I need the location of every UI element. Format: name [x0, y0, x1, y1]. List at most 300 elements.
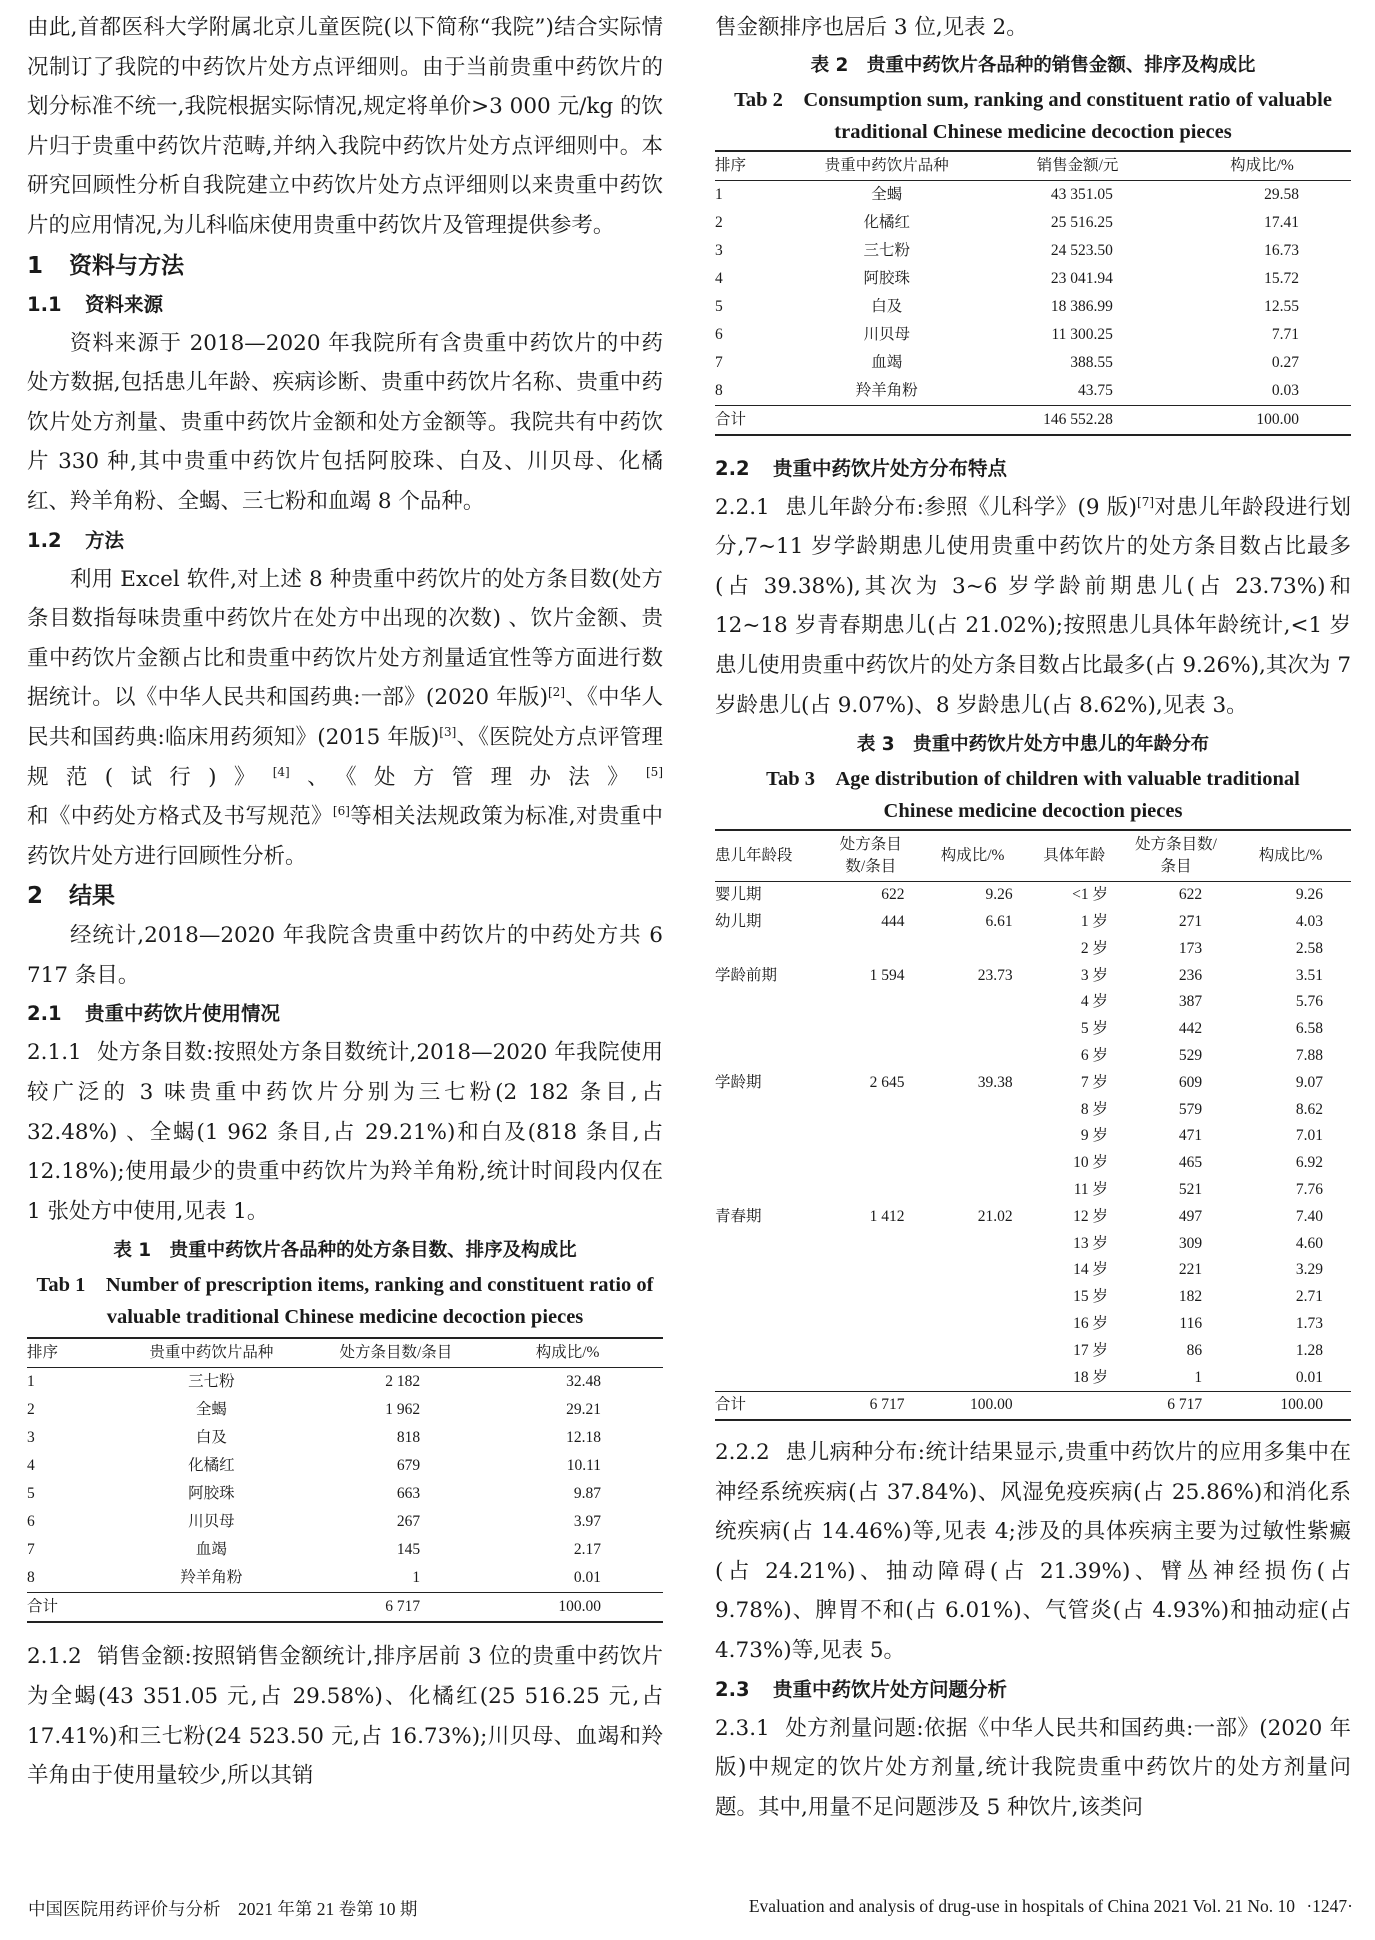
paragraph-text: 销售金额:按照销售金额统计,排序居前 3 位的贵重中药饮片为全蝎(43 351.05 元,占 29.58%)、化橘红(25 516.25 元,占 17.41%)和三七粉(24 523.50 元,占 16.73%);川贝母、血竭和羚羊角由于使用量较少,所以其销	[27, 1644, 663, 1789]
footer-journal-en: Evaluation and analysis of drug-use in hospitals of China 2021 Vol. 21 No. 10	[748, 1896, 1295, 1916]
table-cell: 2.71	[1295, 1288, 1323, 1306]
table-row	[715, 265, 1351, 293]
table-cell	[715, 1257, 823, 1284]
table-cell: 2	[27, 1401, 35, 1419]
table-cell	[823, 1123, 918, 1150]
table-cell: 679	[396, 1457, 421, 1475]
table-cell	[715, 1284, 823, 1311]
section-number: 1.1	[27, 292, 62, 316]
table-cell: 267	[396, 1513, 421, 1531]
table-cell: 7.01	[1295, 1127, 1323, 1145]
table-cell	[715, 1123, 823, 1150]
table-cell: 1 412	[869, 1207, 905, 1225]
table-cell: 471	[1178, 1127, 1203, 1145]
table-row	[715, 1016, 1351, 1043]
paragraph-2-1-2	[27, 1637, 663, 1795]
table-cell: 529	[1178, 1046, 1203, 1064]
table-cell: 8.62	[1295, 1100, 1323, 1118]
table-cell: 9.87	[573, 1485, 601, 1503]
table-cell	[919, 1365, 1027, 1392]
table-cell: 0.27	[1271, 353, 1299, 371]
table-cell: 2.17	[573, 1541, 601, 1559]
citation-ref: [6]	[332, 804, 350, 819]
table-cell: 271	[1178, 912, 1203, 930]
section-title: 贵重中药饮片处方分布特点	[773, 456, 1008, 480]
table-cell	[823, 1284, 918, 1311]
table-row	[715, 349, 1351, 377]
table-cell: 21.02	[977, 1207, 1013, 1225]
table-cell	[823, 1365, 918, 1392]
table-row	[715, 1043, 1351, 1070]
table-cell	[715, 936, 823, 963]
table-cell: 145	[396, 1541, 421, 1559]
section-title: 贵重中药饮片使用情况	[85, 1002, 281, 1026]
table-cell	[823, 1231, 918, 1258]
table-2-caption	[715, 48, 1351, 148]
subsection-number: 2.2.1	[715, 494, 770, 520]
table-header-row	[715, 830, 1351, 882]
table-cell: 川贝母	[863, 325, 910, 343]
table-cell: 25 516.25	[1050, 213, 1113, 231]
table-row	[715, 936, 1351, 963]
table-cell	[919, 1097, 1027, 1124]
table-cell	[919, 1231, 1027, 1258]
section-heading-1-2	[27, 522, 663, 560]
table-row	[715, 963, 1351, 990]
table-cell	[715, 1365, 823, 1392]
section-number: 1	[27, 252, 44, 279]
table-cell: 86	[1186, 1341, 1203, 1359]
table-cell: 16.73	[1264, 241, 1299, 259]
table-row	[27, 1564, 663, 1593]
table-cell: 血竭	[871, 353, 903, 371]
table-cell: 6	[715, 325, 723, 343]
table-cell: 23.73	[977, 966, 1013, 984]
table-cell	[715, 1311, 823, 1338]
table-row	[715, 1070, 1351, 1097]
table-cell: 川贝母	[188, 1513, 235, 1531]
table-cell: 24 523.50	[1050, 241, 1113, 259]
table-header-row	[715, 151, 1351, 181]
section-title: 贵重中药饮片处方问题分析	[773, 1677, 1008, 1701]
table-cell: 6 岁	[1080, 1046, 1108, 1064]
table-cell	[919, 1123, 1027, 1150]
table-cell: 32.48	[566, 1373, 601, 1391]
citation-ref: [4]	[272, 764, 290, 779]
table-cell: 1	[715, 185, 723, 203]
table-cell	[103, 1593, 319, 1623]
table-cell	[919, 936, 1027, 963]
table-cell: 9.26	[1295, 886, 1323, 904]
table-cell: 388.55	[1070, 353, 1113, 371]
table-cell: 3.97	[573, 1513, 601, 1531]
section-title: 结果	[69, 883, 115, 910]
table-cell: 4.60	[1295, 1234, 1323, 1252]
table-cell: 6.61	[985, 912, 1013, 930]
section-heading-2-3	[715, 1671, 1351, 1709]
table-cell	[919, 989, 1027, 1016]
table-1-caption	[27, 1233, 663, 1333]
table-cell: 4	[715, 269, 723, 287]
continued-paragraph: 售金额排序也居后 3 位,见表 2。	[715, 15, 1028, 40]
table-cell: 9.07	[1295, 1073, 1323, 1091]
table-row	[715, 1231, 1351, 1258]
table-cell: 236	[1178, 966, 1203, 984]
table-cell: 1 岁	[1080, 912, 1108, 930]
table-cell: 合计	[27, 1598, 59, 1616]
table-row	[715, 321, 1351, 349]
table-cell: 13 岁	[1073, 1234, 1108, 1252]
table-cell: 818	[396, 1429, 421, 1447]
column-header: 处方条目数/条目	[839, 836, 902, 876]
table-cell: 43.75	[1078, 381, 1113, 399]
table-cell: 合计	[715, 410, 747, 428]
text-run: 、《处方管理办法》	[289, 764, 646, 790]
table-cell: 2 645	[869, 1073, 905, 1091]
table-cell: 8	[715, 381, 723, 399]
table-cell: 全蝎	[195, 1401, 227, 1419]
table-cell: 学龄前期	[715, 966, 778, 984]
paragraph-text: 处方剂量问题:依据《中华人民共和国药典:一部》(2020 年版)中规定的饮片处方剂量,统计我院贵重中药饮片的处方剂量问题。其中,用量不足问题涉及 5 种饮片,该类问	[715, 1715, 1351, 1820]
section-heading-1-1	[27, 286, 663, 324]
table-cell: 6 717	[1167, 1396, 1203, 1414]
section-number: 1.2	[27, 528, 62, 552]
text-run: 利用 Excel 软件,对上述 8 种贵重中药饮片的处方条目数(处方条目数指每味贵重中药饮片在处方中出现的次数) 、饮片金额、贵重中药饮片金额占比和贵重中药饮片处方剂量适宜性等方面进行数据统计。以《中华人民共和国药典:一部》(2020 年版)	[27, 566, 663, 711]
table-cell: 1	[27, 1373, 35, 1391]
table-cell: 3.29	[1295, 1261, 1323, 1279]
table-cell: 7	[715, 353, 723, 371]
table-cell: 3 岁	[1080, 966, 1108, 984]
table-cell: 100.00	[558, 1598, 601, 1616]
column-header: 构成比/%	[940, 847, 1005, 865]
table-row	[715, 1311, 1351, 1338]
column-header: 患儿年龄段	[715, 847, 793, 865]
table-cell: 1.28	[1295, 1341, 1323, 1359]
table-cell: <1 岁	[1072, 886, 1108, 904]
table-cell: 10.11	[566, 1457, 601, 1475]
table-row	[715, 1123, 1351, 1150]
table-cell: 1 962	[385, 1401, 421, 1419]
table-cell	[823, 1338, 918, 1365]
table-cell	[823, 1097, 918, 1124]
section-number: 2.2	[715, 456, 750, 480]
table-cell: 8	[27, 1569, 35, 1587]
table-cell: 2.58	[1295, 939, 1323, 957]
footer-journal-cn: 中国医院用药评价与分析 2021 年第 21 卷第 10 期	[28, 1899, 418, 1919]
column-header: 贵重中药饮片品种	[824, 156, 949, 174]
column-header: 销售金额/元	[1036, 156, 1119, 174]
column-header: 构成比/%	[535, 1344, 600, 1362]
column-header: 构成比/%	[1230, 156, 1294, 174]
table-cell: 23 041.94	[1050, 269, 1113, 287]
table-cell: 1	[1194, 1368, 1203, 1386]
table-row	[27, 1452, 663, 1480]
table-row	[27, 1424, 663, 1452]
table-row	[27, 1368, 663, 1397]
paragraph-text: 患儿病种分布:统计结果显示,贵重中药饮片的应用多集中在神经系统疾病(占 37.84%)、风湿免疫疾病(占 25.86%)和消化系统疾病(占 14.46%)等,见表 4;涉及的具体疾病主要为过敏性紫癜(占 24.21%)、抽动障碍(占 21.39%)、臂丛神经损伤(占 9.78%)、脾胃不和(占 6.01%)、气管炎(占 4.93%)和抽动症(占 4.73%)等,见表 5。	[715, 1440, 1351, 1664]
citation-ref: [5]	[646, 764, 663, 779]
text-run: 、《医院处方点评管理规范(试行)》	[27, 724, 663, 790]
table-cell: 622	[1178, 886, 1203, 904]
table-caption-en: Tab 2 Consumption sum, ranking and constituent ratio of valuable traditional Chinese medicine decoction pieces	[734, 88, 1332, 143]
table-cell: 4 岁	[1080, 993, 1108, 1011]
table-row	[715, 909, 1351, 936]
table-cell: 12 岁	[1073, 1207, 1108, 1225]
table-cell: 17 岁	[1073, 1341, 1108, 1359]
section-heading-2	[27, 876, 663, 916]
table-cell: 6.58	[1295, 1020, 1323, 1038]
table-cell: 5	[27, 1485, 35, 1503]
table-cell: 609	[1178, 1073, 1203, 1091]
table-cell	[919, 1284, 1027, 1311]
table-cell: 4	[27, 1457, 35, 1475]
section-heading-2-1	[27, 995, 663, 1033]
table-cell: 521	[1178, 1180, 1203, 1198]
table-cell: 9 岁	[1080, 1127, 1108, 1145]
table-row	[715, 237, 1351, 265]
table-caption-cn: 表 3 贵重中药饮片处方中患儿的年龄分布	[856, 734, 1210, 756]
table-cell: 387	[1178, 993, 1203, 1011]
table-row	[715, 1150, 1351, 1177]
table-cell: 5 岁	[1080, 1020, 1108, 1038]
table-cell: 化橘红	[188, 1457, 235, 1475]
table-cell	[715, 1338, 823, 1365]
section-number: 2.1	[27, 1002, 62, 1026]
table-caption-cn: 表 1 贵重中药饮片各品种的处方条目数、排序及构成比	[113, 1240, 577, 1262]
table-cell: 5	[715, 297, 723, 315]
table-cell: 合计	[715, 1396, 747, 1414]
table-cell: 化橘红	[863, 213, 910, 231]
column-header: 构成比/%	[1258, 847, 1323, 865]
table-row	[27, 1396, 663, 1424]
table-cell: 18 岁	[1073, 1368, 1108, 1386]
intro-paragraph: 由此,首都医科大学附属北京儿童医院(以下简称“我院”)结合实际情况制订了我院的中药饮片处方点评细则。由于当前贵重中药饮片的划分标准不统一,我院根据实际情况,规定将单价>3 000 元/kg 的饮片归于贵重中药饮片范畴,并纳入我院中药饮片处方点评细则中。本研究回顾性分析自我院建立中药饮片处方点评细则以来贵重中药饮片的应用情况,为儿科临床使用贵重中药饮片及管理提供参考。	[27, 15, 663, 238]
table-cell: 10 岁	[1073, 1154, 1108, 1172]
table-cell: 1	[412, 1569, 421, 1587]
table-cell	[715, 1177, 823, 1204]
table-cell	[715, 1150, 823, 1177]
table-cell: 羚羊角粉	[855, 381, 918, 399]
table-cell	[715, 1043, 823, 1070]
table-cell: 羚羊角粉	[180, 1569, 243, 1587]
table-cell: 幼儿期	[715, 912, 762, 930]
table-2	[715, 150, 1351, 436]
table-cell	[1027, 1392, 1122, 1420]
table-cell: 4.03	[1295, 912, 1323, 930]
table-3	[715, 829, 1351, 1421]
table-row	[715, 1365, 1351, 1392]
table-cell	[919, 1177, 1027, 1204]
table-cell	[791, 405, 982, 435]
table-cell: 43 351.05	[1050, 185, 1113, 203]
table-cell: 血竭	[195, 1541, 227, 1559]
section-title: 资料与方法	[69, 252, 184, 279]
table-total-row	[715, 1392, 1351, 1420]
table-row	[715, 1177, 1351, 1204]
table-cell: 0.03	[1271, 381, 1299, 399]
table-row	[715, 882, 1351, 909]
methods-paragraph	[27, 560, 663, 877]
table-cell: 7	[27, 1541, 35, 1559]
paragraph-text: 处方条目数:按照处方条目数统计,2018—2020 年我院使用较广泛的 3 味贵重中药饮片分别为三七粉(2 182 条目,占 32.48%) 、全蝎(1 962 条目,占 29.21%)和白及(818 条目,占 12.18%);使用最少的贵重中药饮片为羚羊角粉,统计时间段内仅在 1 张处方中使用,见表 1。	[27, 1040, 663, 1224]
column-header: 处方条目数/条目	[1135, 836, 1217, 876]
subsection-number: 2.1.2	[27, 1644, 82, 1670]
table-cell: 14 岁	[1073, 1261, 1108, 1279]
table-cell: 146 552.28	[1043, 410, 1113, 428]
citation-ref: [2]	[548, 685, 565, 700]
table-cell: 309	[1178, 1234, 1203, 1252]
table-cell: 6	[27, 1513, 35, 1531]
right-column	[715, 0, 1351, 1827]
table-total-row	[715, 405, 1351, 435]
table-3-caption	[715, 727, 1351, 827]
table-cell: 9.26	[985, 886, 1013, 904]
table-cell: 6.92	[1295, 1154, 1323, 1172]
table-row	[715, 180, 1351, 209]
table-cell: 444	[881, 912, 905, 930]
table-cell	[823, 1257, 918, 1284]
text-run: 等相关法规政策为标准,对贵重中药饮片处方进行回顾性分析。	[27, 804, 663, 869]
table-cell: 7.71	[1271, 325, 1299, 343]
table-cell: 11 岁	[1073, 1180, 1108, 1198]
table-cell: 497	[1178, 1207, 1203, 1225]
table-cell	[823, 1016, 918, 1043]
table-cell: 29.21	[566, 1401, 601, 1419]
table-cell: 婴儿期	[715, 886, 762, 904]
table-row	[715, 377, 1351, 406]
table-cell	[919, 1043, 1027, 1070]
table-cell: 三七粉	[863, 241, 910, 259]
table-cell: 182	[1178, 1288, 1203, 1306]
table-cell	[715, 1016, 823, 1043]
table-cell: 阿胶珠	[863, 269, 910, 287]
section-number: 2.3	[715, 1677, 750, 1701]
table-cell	[919, 1338, 1027, 1365]
table-cell	[823, 989, 918, 1016]
citation-ref: [3]	[439, 724, 457, 739]
table-row	[27, 1480, 663, 1508]
table-cell: 7 岁	[1080, 1073, 1108, 1091]
column-header: 排序	[715, 156, 747, 174]
table-cell: 7.76	[1295, 1180, 1323, 1198]
table-cell: 2 182	[385, 1373, 421, 1391]
subsection-number: 2.3.1	[715, 1715, 770, 1741]
table-cell: 116	[1179, 1314, 1203, 1332]
table-cell: 12.18	[566, 1429, 601, 1447]
table-cell: 17.41	[1264, 213, 1299, 231]
left-column	[27, 0, 663, 1796]
table-cell: 6 717	[869, 1396, 905, 1414]
table-cell: 2 岁	[1080, 939, 1108, 957]
table-cell: 465	[1178, 1154, 1203, 1172]
table-cell: 白及	[871, 297, 903, 315]
table-cell: 15.72	[1264, 269, 1299, 287]
table-cell	[823, 1043, 918, 1070]
table-cell: 16 岁	[1073, 1314, 1108, 1332]
column-header: 处方条目数/条目	[339, 1344, 453, 1362]
table-cell	[715, 1097, 823, 1124]
text-run: 和《中药处方格式及书写规范》	[27, 804, 333, 830]
table-cell: 3	[715, 241, 723, 259]
text-run: 、《中华人民共和国药典:临床用药须知》(2015 年版)	[27, 685, 663, 750]
paragraph-2-3-1	[715, 1709, 1351, 1828]
table-cell: 18 386.99	[1050, 297, 1113, 315]
table-row	[715, 1284, 1351, 1311]
column-header: 具体年龄	[1043, 847, 1106, 865]
table-cell: 8 岁	[1080, 1100, 1108, 1118]
column-header: 排序	[27, 1344, 59, 1362]
table-cell: 6 717	[385, 1598, 421, 1616]
paragraph-2-2-1	[715, 488, 1351, 726]
results-summary-paragraph: 经统计,2018—2020 年我院含贵重中药饮片的中药处方共 6 717 条目。	[27, 923, 663, 988]
table-cell: 0.01	[573, 1569, 601, 1587]
table-cell: 579	[1178, 1100, 1203, 1118]
paragraph-text: 对患儿年龄段进行划分,7~11 岁学龄期患儿使用贵重中药饮片的处方条目数占比最多(占 39.38%),其次为 3~6 岁学龄前期患儿(占 23.73%)和 12~18 岁青春期患儿(占 21.02%);按照患儿具体年龄统计,<1 岁患儿使用贵重中药饮片的处方条目数占比最多(占 9.26%),其次为 7 岁龄患儿(占 9.07%)、8 岁龄患儿(占 8.62%),见表 3。	[715, 494, 1351, 718]
subsection-number: 2.1.1	[27, 1040, 82, 1066]
table-cell: 442	[1178, 1020, 1203, 1038]
table-cell	[823, 1311, 918, 1338]
table-cell: 100.00	[1256, 410, 1299, 428]
subsection-number: 2.2.2	[715, 1440, 770, 1466]
table-cell	[715, 989, 823, 1016]
table-cell	[823, 1177, 918, 1204]
table-row	[715, 1338, 1351, 1365]
table-1	[27, 1337, 663, 1623]
table-cell	[919, 1150, 1027, 1177]
table-cell: 29.58	[1264, 185, 1299, 203]
table-cell: 100.00	[969, 1396, 1013, 1414]
table-cell: 7.40	[1295, 1207, 1323, 1225]
table-total-row	[27, 1593, 663, 1623]
table-cell: 1 594	[869, 966, 905, 984]
table-cell	[715, 1231, 823, 1258]
table-cell	[823, 936, 918, 963]
table-cell: 3	[27, 1429, 35, 1447]
table-caption-en: Tab 1 Number of prescription items, ranking and constituent ratio of valuable traditional Chinese medicine decoction pieces	[36, 1274, 654, 1329]
table-cell	[823, 1150, 918, 1177]
table-cell: 11 300.25	[1051, 325, 1113, 343]
table-row	[715, 1204, 1351, 1231]
table-row	[715, 1097, 1351, 1124]
paragraph-text: 患儿年龄分布:参照《儿科学》(9 版)	[785, 494, 1138, 520]
table-cell: 学龄期	[715, 1073, 762, 1091]
table-row	[715, 1257, 1351, 1284]
column-header: 贵重中药饮片品种	[149, 1344, 274, 1362]
section-title: 方法	[85, 528, 125, 552]
table-cell: 2	[715, 213, 723, 231]
footer-page-number: ·1247·	[1306, 1896, 1353, 1916]
table-row	[715, 989, 1351, 1016]
paragraph-2-2-2	[715, 1433, 1351, 1671]
table-header-row	[27, 1338, 663, 1368]
table-row	[715, 209, 1351, 237]
table-cell: 青春期	[715, 1207, 762, 1225]
table-cell: 12.55	[1264, 297, 1299, 315]
table-cell	[919, 1016, 1027, 1043]
table-cell	[919, 1257, 1027, 1284]
table-cell: 39.38	[977, 1073, 1013, 1091]
table-cell: 阿胶珠	[188, 1485, 235, 1503]
table-row	[715, 293, 1351, 321]
table-cell: 221	[1178, 1261, 1203, 1279]
table-cell: 1.73	[1295, 1314, 1323, 1332]
table-cell: 663	[396, 1485, 421, 1503]
section-title: 资料来源	[85, 292, 164, 316]
table-cell: 全蝎	[871, 185, 903, 203]
table-cell: 15 岁	[1073, 1288, 1108, 1306]
section-heading-2-2	[715, 450, 1351, 488]
section-heading-1	[27, 246, 663, 286]
